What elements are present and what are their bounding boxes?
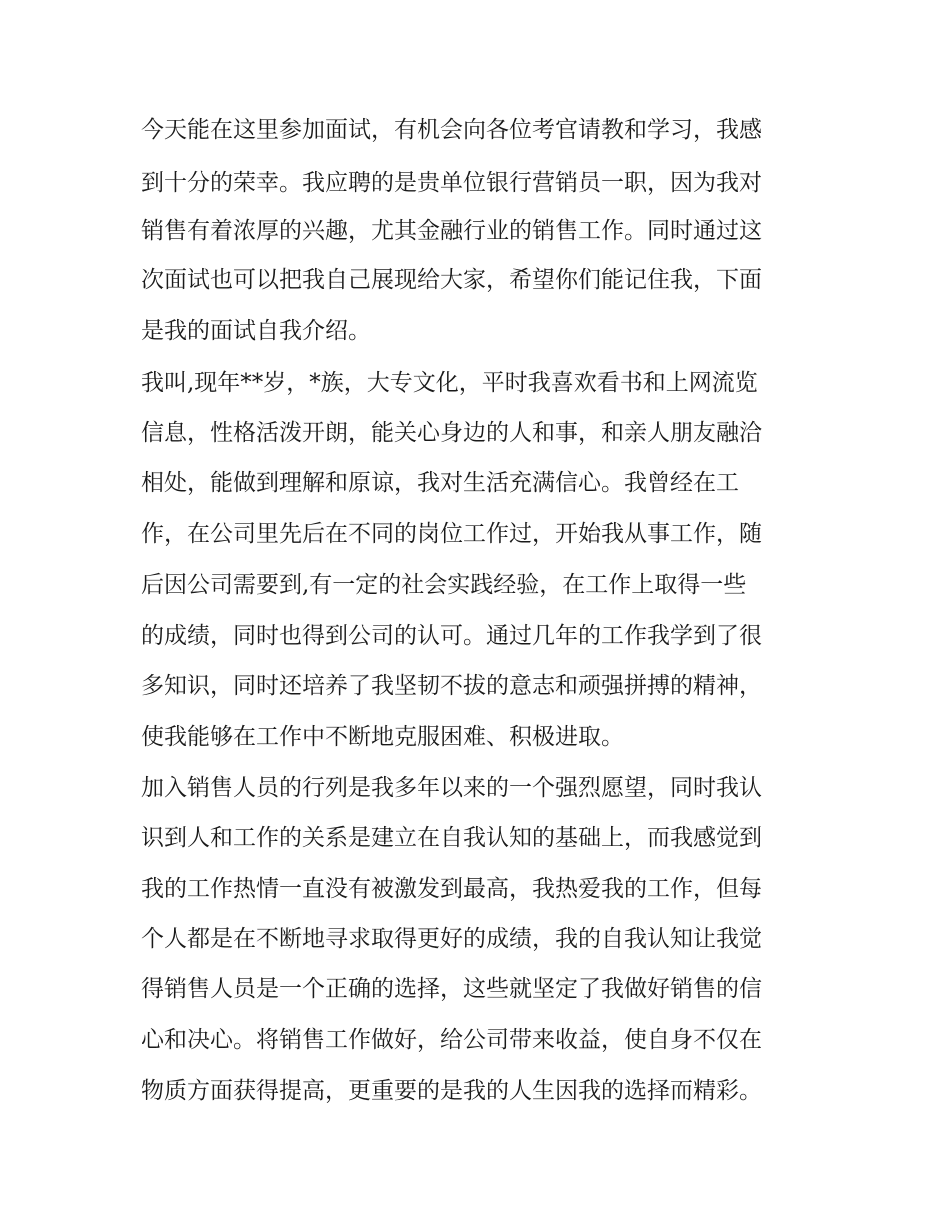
text-line: 销售有着浓厚的兴趣，尤其金融行业的销售工作。同时通过这 [141,218,762,244]
text-line: 到十分的荣幸。我应聘的是贵单位银行营销员一职，因为我对 [141,170,762,196]
text-line: 多知识，同时还培养了我坚韧不拔的意志和顽强拼搏的精神， [141,673,762,699]
text-line: 作，在公司里先后在不同的岗位工作过，开始我从事工作，随 [141,521,762,547]
text-line: 相处，能做到理解和原谅，我对生活充满信心。我曾经在工 [141,470,739,496]
text-line: 使我能够在工作中不断地克服困难、积极进取。 [141,724,624,750]
text-line: 心和决心。将销售工作做好，给公司带来收益，使自身不仅在 [141,1027,762,1053]
text-line: 我的工作热情一直没有被激发到最高，我热爱我的工作，但每 [141,876,762,902]
text-line: 我叫,现年**岁，*族，大专文化，平时我喜欢看书和上网流览 [141,370,758,396]
text-line: 信息，性格活泼开朗，能关心身边的人和事，和亲人朋友融洽 [141,420,762,446]
text-line: 识到人和工作的关系是建立在自我认知的基础上，而我感觉到 [141,825,762,851]
text-line: 物质方面获得提高，更重要的是我的人生因我的选择而精彩。 [141,1078,762,1104]
text-line: 是我的面试自我介绍。 [141,318,371,344]
text-line: 个人都是在不断地寻求取得更好的成绩，我的自我认知让我觉 [141,926,762,952]
text-line: 得销售人员是一个正确的选择，这些就坚定了我做好销售的信 [141,976,762,1002]
text-line: 次面试也可以把我自己展现给大家，希望你们能记住我，下面 [141,267,762,293]
text-line: 今天能在这里参加面试，有机会向各位考官请教和学习，我感 [141,117,762,143]
text-line: 后因公司需要到,有一定的社会实践经验，在工作上取得一些 [141,572,747,598]
text-line: 的成绩，同时也得到公司的认可。通过几年的工作我学到了很 [141,623,762,649]
text-line: 加入销售人员的行列是我多年以来的一个强烈愿望，同时我认 [141,775,762,801]
